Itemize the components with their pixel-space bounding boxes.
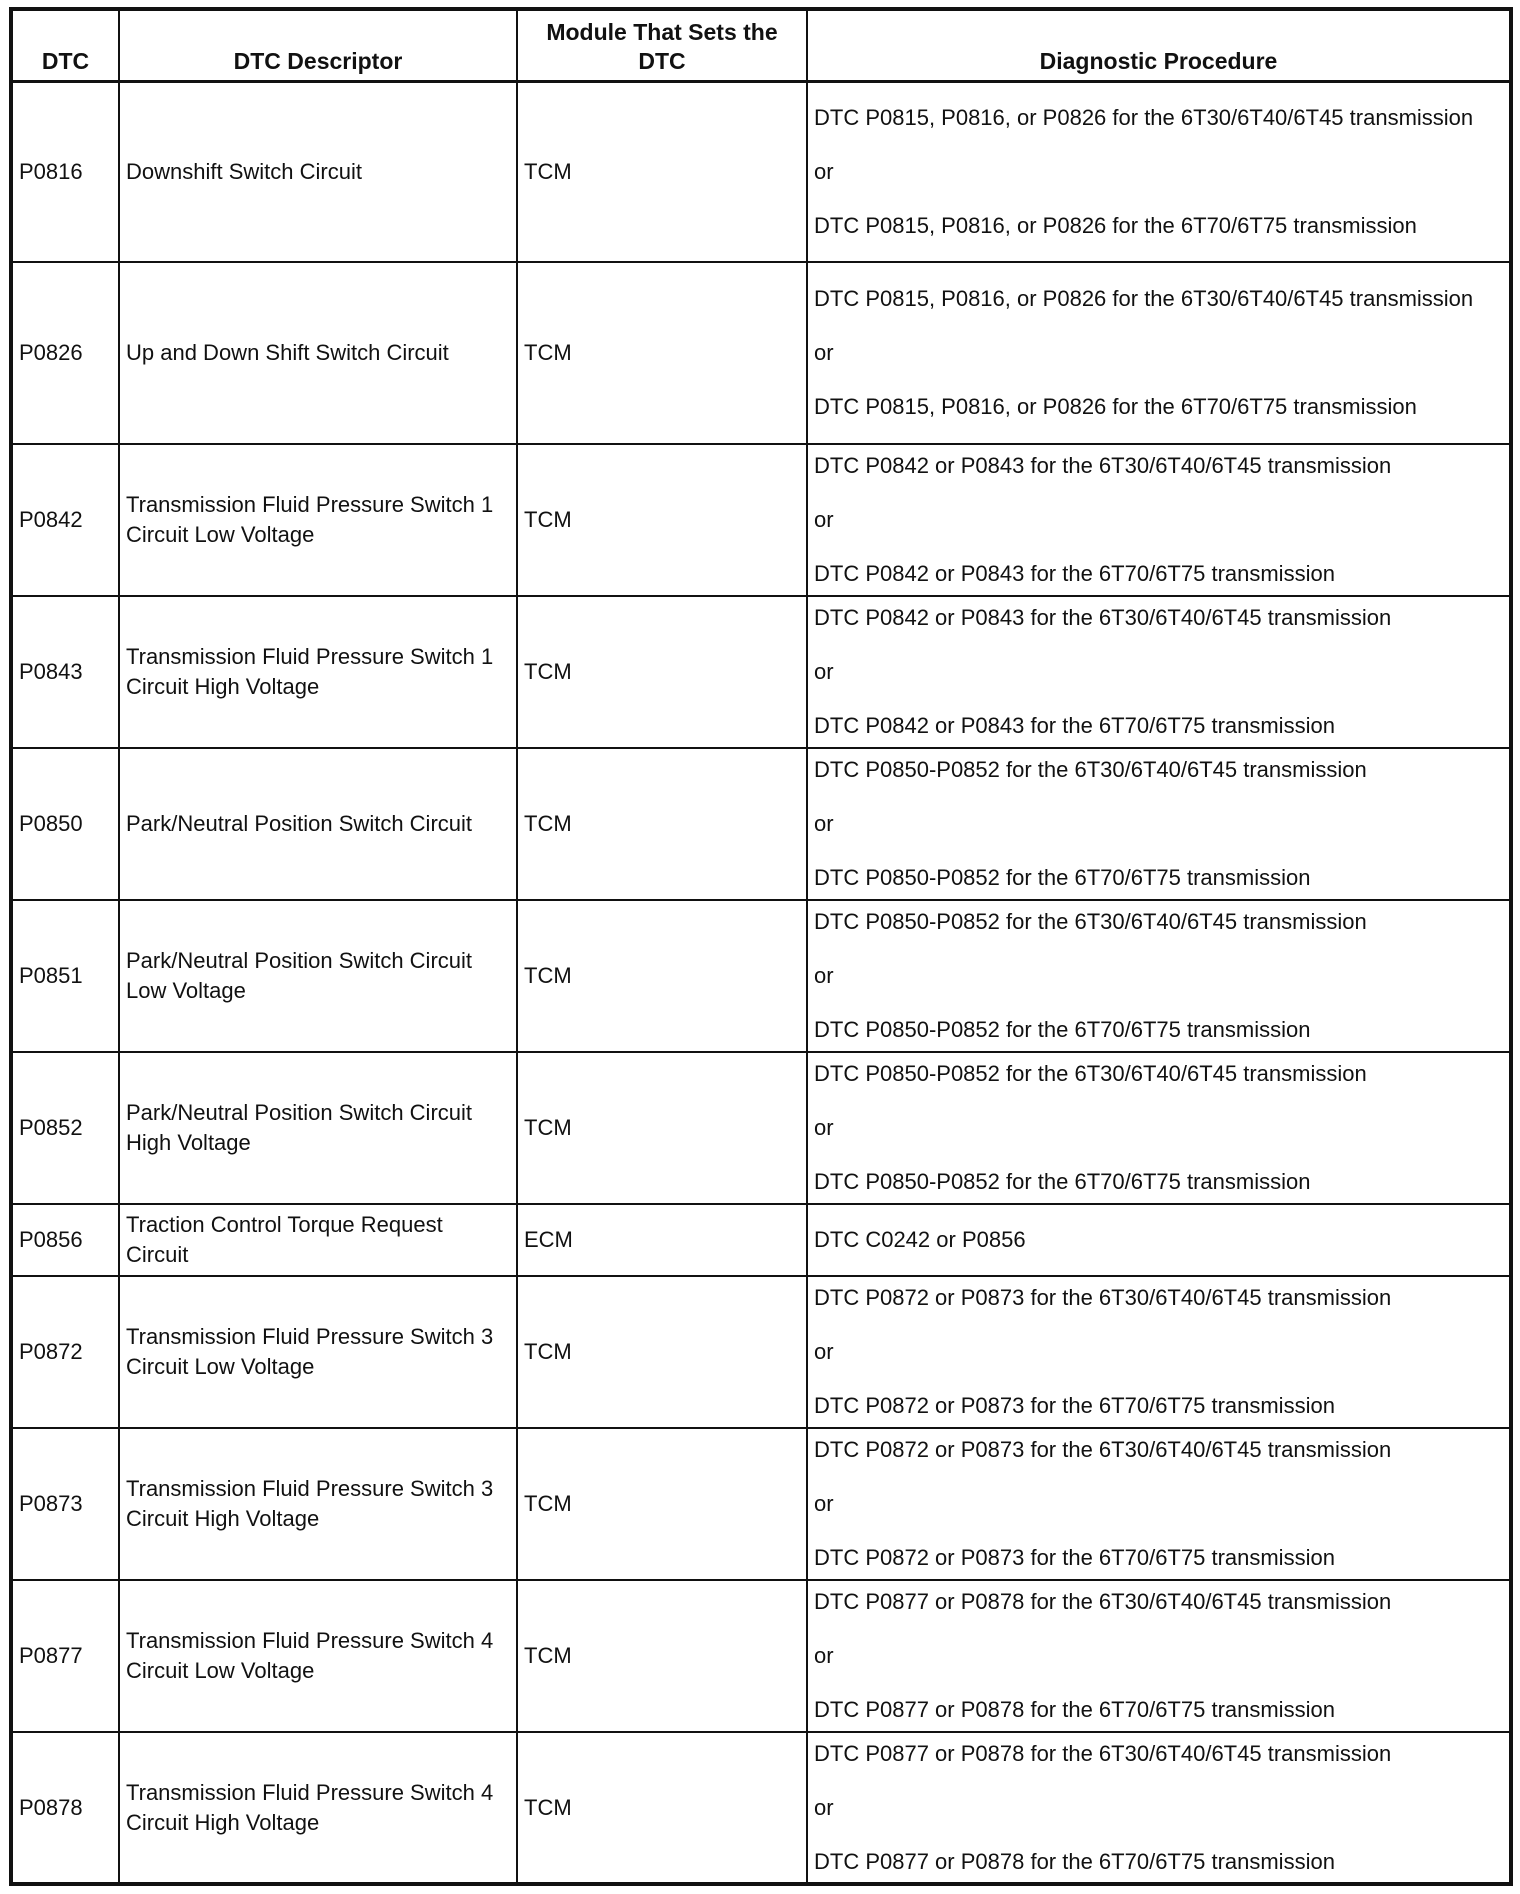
- diagnostic-procedure: [807, 1428, 1511, 1580]
- table-row: [11, 1732, 1511, 1884]
- dtc-code: P0842: [11, 444, 119, 596]
- diagnostic-procedure: [807, 1732, 1511, 1884]
- procedure-link-6t70[interactable]: DTC P0815, P0816, or P0826 for the 6T70/6T75 transmission: [814, 212, 1417, 238]
- module-name: TCM: [517, 1276, 807, 1428]
- dtc-code: P0826: [11, 262, 119, 444]
- procedure-link-6t70[interactable]: DTC P0877 or P0878 for the 6T70/6T75 transmission: [814, 1848, 1335, 1874]
- procedure-or: or: [814, 158, 834, 184]
- dtc-descriptor: Transmission Fluid Pressure Switch 1 Circuit Low Voltage: [119, 444, 517, 596]
- diagnostic-procedure: [807, 1580, 1511, 1732]
- procedure-link-6t30[interactable]: DTC P0815, P0816, or P0826 for the 6T30/6T40/6T45 transmission: [814, 286, 1474, 311]
- dtc-descriptor: Park/Neutral Position Switch Circuit Low Voltage: [119, 900, 517, 1052]
- module-name: TCM: [517, 596, 807, 748]
- table-row: [11, 1052, 1511, 1204]
- header-procedure: Diagnostic Procedure: [807, 9, 1511, 81]
- dtc-descriptor: Transmission Fluid Pressure Switch 4 Circuit Low Voltage: [119, 1580, 517, 1732]
- diagnostic-procedure: [807, 444, 1511, 596]
- table-row: [11, 1428, 1511, 1580]
- dtc-descriptor: Park/Neutral Position Switch Circuit High Voltage: [119, 1052, 517, 1204]
- diagnostic-procedure: [807, 748, 1511, 900]
- table-row: [11, 81, 1511, 262]
- dtc-descriptor: Transmission Fluid Pressure Switch 3 Circuit Low Voltage: [119, 1276, 517, 1428]
- module-name: TCM: [517, 900, 807, 1052]
- procedure-link-6t70[interactable]: DTC P0872 or P0873 for the 6T70/6T75 transmission: [814, 1393, 1335, 1418]
- procedure-link-6t70[interactable]: DTC P0850-P0852 for the 6T70/6T75 transmission: [814, 865, 1311, 890]
- procedure-link-6t30[interactable]: DTC P0872 or P0873 for the 6T30/6T40/6T45 transmission: [814, 1437, 1392, 1462]
- module-name: TCM: [517, 262, 807, 444]
- diagnostic-procedure: [807, 1204, 1511, 1276]
- diagnostic-procedure: [807, 262, 1511, 444]
- procedure-or: or: [814, 1794, 834, 1820]
- dtc-code: P0850: [11, 748, 119, 900]
- procedure-link-6t30[interactable]: DTC P0850-P0852 for the 6T30/6T40/6T45 transmission: [814, 1061, 1367, 1086]
- header-row: [11, 9, 1511, 81]
- diagnostic-procedure: [807, 81, 1511, 262]
- table-row: [11, 748, 1511, 900]
- dtc-descriptor: Transmission Fluid Pressure Switch 4 Circuit High Voltage: [119, 1732, 517, 1884]
- procedure-link-6t70[interactable]: DTC P0850-P0852 for the 6T70/6T75 transmission: [814, 1169, 1311, 1194]
- table-row: [11, 596, 1511, 748]
- diagnostic-procedure: [807, 1052, 1511, 1204]
- dtc-code: P0878: [11, 1732, 119, 1884]
- procedure-or: or: [814, 811, 834, 836]
- module-name: TCM: [517, 1580, 807, 1732]
- module-name: ECM: [517, 1204, 807, 1276]
- procedure-or: or: [814, 507, 834, 532]
- table-row: [11, 262, 1511, 444]
- module-name: TCM: [517, 1428, 807, 1580]
- diagnostic-procedure: [807, 900, 1511, 1052]
- dtc-code: P0851: [11, 900, 119, 1052]
- procedure-or: or: [814, 659, 834, 684]
- procedure-link-6t30[interactable]: DTC P0842 or P0843 for the 6T30/6T40/6T45 transmission: [814, 605, 1392, 630]
- dtc-descriptor: Traction Control Torque Request Circuit: [119, 1204, 517, 1276]
- procedure-or: or: [814, 1491, 834, 1516]
- procedure-link-6t70[interactable]: DTC P0815, P0816, or P0826 for the 6T70/6T75 transmission: [814, 394, 1417, 419]
- procedure-link-6t70[interactable]: DTC P0842 or P0843 for the 6T70/6T75 transmission: [814, 713, 1335, 738]
- dtc-code: P0872: [11, 1276, 119, 1428]
- procedure-link-6t70[interactable]: DTC P0872 or P0873 for the 6T70/6T75 transmission: [814, 1545, 1335, 1570]
- header-dtc: DTC: [11, 9, 119, 81]
- procedure-link[interactable]: DTC C0242 or P0856: [814, 1227, 1026, 1252]
- dtc-code: P0852: [11, 1052, 119, 1204]
- dtc-descriptor: Park/Neutral Position Switch Circuit: [119, 748, 517, 900]
- procedure-or: or: [814, 1339, 834, 1364]
- procedure-or: or: [814, 340, 834, 365]
- procedure-link-6t70[interactable]: DTC P0877 or P0878 for the 6T70/6T75 transmission: [814, 1697, 1335, 1722]
- procedure-link-6t30[interactable]: DTC P0877 or P0878 for the 6T30/6T40/6T45 transmission: [814, 1740, 1392, 1766]
- module-name: TCM: [517, 444, 807, 596]
- diagnostic-procedure: [807, 596, 1511, 748]
- table-row: [11, 444, 1511, 596]
- dtc-code: P0873: [11, 1428, 119, 1580]
- procedure-link-6t30[interactable]: DTC P0872 or P0873 for the 6T30/6T40/6T45 transmission: [814, 1285, 1392, 1310]
- table-row: [11, 1276, 1511, 1428]
- module-name: TCM: [517, 81, 807, 262]
- module-name: TCM: [517, 748, 807, 900]
- procedure-link-6t30[interactable]: DTC P0850-P0852 for the 6T30/6T40/6T45 transmission: [814, 909, 1367, 934]
- procedure-link-6t30[interactable]: DTC P0877 or P0878 for the 6T30/6T40/6T45 transmission: [814, 1589, 1392, 1614]
- dtc-code: P0856: [11, 1204, 119, 1276]
- procedure-link-6t30[interactable]: DTC P0850-P0852 for the 6T30/6T40/6T45 transmission: [814, 757, 1367, 782]
- procedure-link-6t70[interactable]: DTC P0850-P0852 for the 6T70/6T75 transmission: [814, 1017, 1311, 1042]
- table-row: [11, 1204, 1511, 1276]
- table-row: [11, 900, 1511, 1052]
- dtc-descriptor: Transmission Fluid Pressure Switch 3 Circuit High Voltage: [119, 1428, 517, 1580]
- dtc-descriptor: Transmission Fluid Pressure Switch 1 Circuit High Voltage: [119, 596, 517, 748]
- procedure-or: or: [814, 1643, 834, 1668]
- header-module: Module That Sets the DTC: [517, 9, 807, 81]
- procedure-link-6t70[interactable]: DTC P0842 or P0843 for the 6T70/6T75 transmission: [814, 561, 1335, 586]
- procedure-or: or: [814, 1115, 834, 1140]
- module-name: TCM: [517, 1732, 807, 1884]
- header-descriptor: DTC Descriptor: [119, 9, 517, 81]
- dtc-descriptor: Downshift Switch Circuit: [119, 81, 517, 262]
- dtc-code: P0843: [11, 596, 119, 748]
- dtc-descriptor: Up and Down Shift Switch Circuit: [119, 262, 517, 444]
- procedure-link-6t30[interactable]: DTC P0815, P0816, or P0826 for the 6T30/6T40/6T45 transmission: [814, 104, 1474, 130]
- module-name: TCM: [517, 1052, 807, 1204]
- diagnostic-procedure: [807, 1276, 1511, 1428]
- dtc-code: P0877: [11, 1580, 119, 1732]
- procedure-or: or: [814, 963, 834, 988]
- dtc-table: [9, 7, 1513, 1886]
- procedure-link-6t30[interactable]: DTC P0842 or P0843 for the 6T30/6T40/6T45 transmission: [814, 453, 1392, 478]
- dtc-code: P0816: [11, 81, 119, 262]
- table-row: [11, 1580, 1511, 1732]
